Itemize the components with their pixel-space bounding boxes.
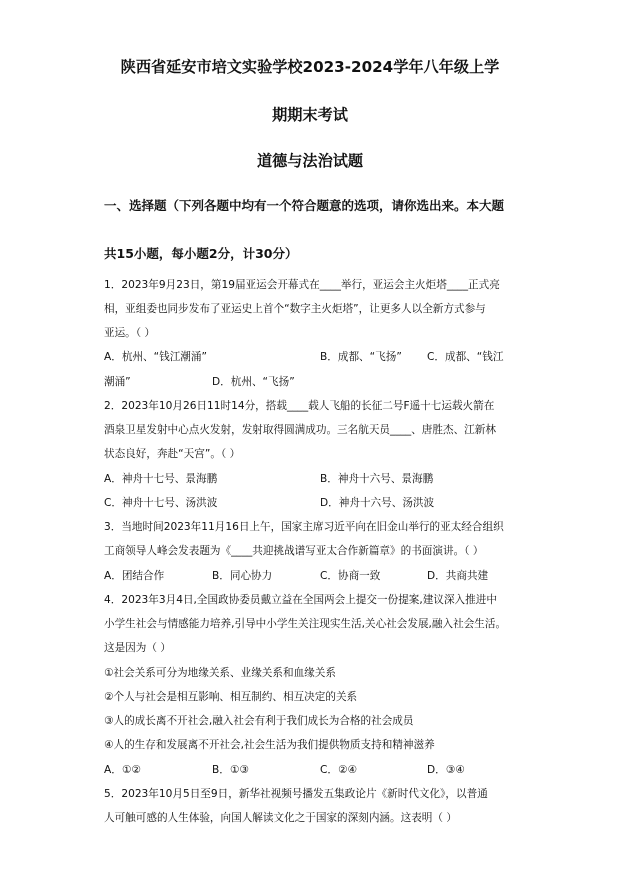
q3-stem-line: 3．当地时间2023年11月16日上午，国家主席习近平向在旧金山举行的亚太经合组织: [104, 521, 504, 533]
q1-stem-line: 1．2023年9月23日，第19届亚运会开幕式在____举行，亚运会主火炬塔____正式亮: [104, 279, 500, 291]
q2-stem-line: 酒泉卫星发射中心点火发射，发射取得圆满成功。三名航天员____、唐胜杰、江新林: [104, 424, 496, 436]
q4-statement-1: ①社会关系可分为地缘关系、业缘关系和血缘关系: [104, 667, 336, 679]
q4-statement-3: ③人的成长离不开社会,融入社会有利于我们成长为合格的社会成员: [104, 715, 414, 727]
q4-option-b: B．①③: [212, 764, 249, 776]
q2-stem-line: 2．2023年10月26日11时14分，搭载____载人飞船的长征二号F遥十七运载火箭在: [104, 400, 495, 412]
document-title-line-2: 期期末考试: [272, 106, 348, 124]
q4-option-c: C．②④: [320, 764, 357, 776]
q3-option-b: B．同心协力: [212, 570, 273, 582]
q3-option-a: A．团结合作: [104, 570, 165, 582]
section-heading-line-2: 共15小题，每小题2分，计30分）: [104, 246, 298, 261]
q1-stem-line: 相，亚组委也同步发布了亚运史上首个“数字主火炬塔”，让更多人以全新方式参与: [104, 303, 486, 315]
q1-option-c: C．成都、“钱江: [427, 351, 504, 363]
q3-option-d: D．共商共建: [427, 570, 489, 582]
q4-stem-line: 这是因为（ ）: [104, 642, 171, 654]
q2-option-a: A．神舟十七号、景海鹏: [104, 473, 218, 485]
q5-stem-line: 5．2023年10月5日至9日，新华社视频号播发五集政论片《新时代文化》，以普通: [104, 788, 488, 800]
q1-option-d: D．杭州、“飞扬”: [212, 376, 295, 388]
document-title-line-1: 陕西省延安市培文实验学校2023-2024学年八年级上学: [120, 58, 500, 76]
q2-option-d: D．神舟十六号、汤洪波: [320, 497, 435, 509]
q4-statement-2: ②个人与社会是相互影响、相互制约、相互决定的关系: [104, 691, 358, 703]
q4-statement-4: ④人的生存和发展离不开社会,社会生活为我们提供物质支持和精神滋养: [104, 739, 435, 751]
q4-option-d: D．③④: [427, 764, 465, 776]
section-heading-line-1: 一、选择题（下列各题中均有一个符合题意的选项，请你选出来。本大题: [104, 198, 505, 213]
q4-option-a: A．①②: [104, 764, 141, 776]
q1-option-c-cont: 潮涌”: [104, 376, 131, 388]
q3-option-c: C．协商一致: [320, 570, 381, 582]
q4-stem-line: 4．2023年3月4日,全国政协委员戴立益在全国两会上提交一份提案,建议深入推进中: [104, 594, 497, 606]
q2-option-b: B．神舟十六号、景海鹏: [320, 473, 434, 485]
q2-option-c: C．神舟十七号、汤洪波: [104, 497, 218, 509]
q3-stem-line: 工商领导人峰会发表题为《____共迎挑战谱写亚太合作新篇章》的书面演讲。（ ）: [104, 545, 484, 557]
q4-stem-line: 小学生社会与情感能力培养,引导中小学生关注现实生活,关心社会发展,融入社会生活。: [104, 618, 507, 630]
q2-stem-line: 状态良好，奔赴“天宫”。（ ）: [104, 448, 241, 460]
q1-stem-line: 亚运。（ ）: [104, 327, 156, 339]
q5-stem-line: 人可触可感的人生体验，向国人解读文化之于国家的深刻内涵。这表明（ ）: [104, 812, 457, 824]
q1-option-b: B．成都、“飞扬”: [320, 351, 402, 363]
document-subtitle: 道德与法治试题: [256, 152, 364, 170]
q1-option-a: A．杭州、“钱江潮涌”: [104, 351, 207, 363]
